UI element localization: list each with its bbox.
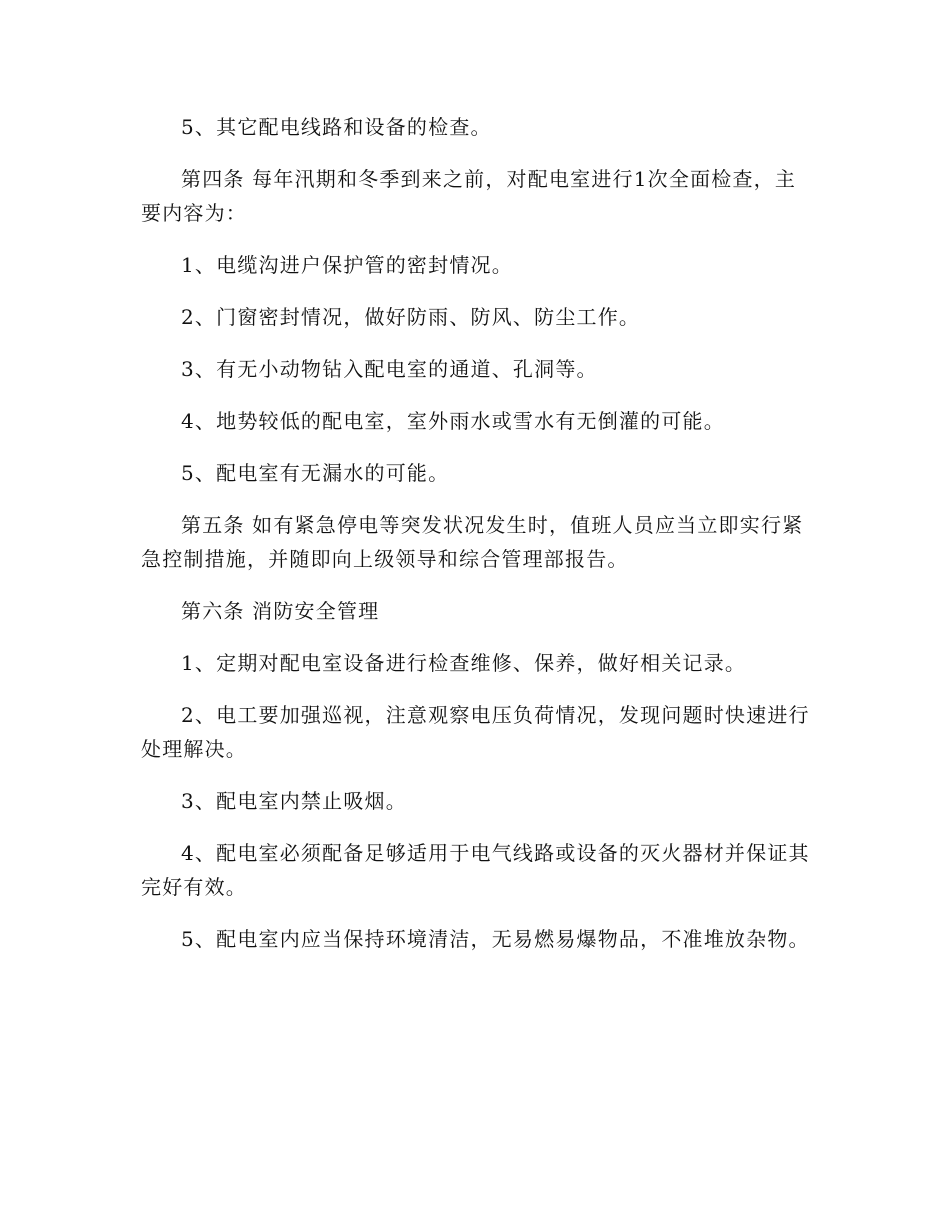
paragraph-item: 2、门窗密封情况，做好防雨、防风、防尘工作。: [181, 305, 641, 329]
document-body: [141, 110, 811, 974]
paragraph-item: 1、定期对配电室设备进行检查维修、保养，做好相关记录。: [181, 651, 747, 675]
paragraph-item: 1、电缆沟进户保护管的密封情况。: [181, 253, 513, 277]
paragraph-item: 5、配电室内应当保持环境清洁，无易燃易爆物品，不准堆放杂物。: [181, 927, 810, 951]
paragraph-article-6: 第六条 消防安全管理: [181, 599, 380, 623]
paragraph-item: 5、其它配电线路和设备的检查。: [181, 115, 492, 139]
paragraph-item: 3、有无小动物钻入配电室的通道、孔洞等。: [181, 357, 598, 381]
paragraph-item: 5、配电室有无漏水的可能。: [181, 461, 450, 485]
paragraph-item: 4、配电室必须配备足够适用于电气线路或设备的灭火器材并保证其完好有效。: [141, 841, 810, 899]
paragraph-article-4: 第四条 每年汛期和冬季到来之前，对配电室进行1次全面检查，主要内容为：: [141, 167, 797, 225]
paragraph-item: 3、配电室内禁止吸烟。: [181, 789, 407, 813]
paragraph-item: 2、电工要加强巡视，注意观察电压负荷情况，发现问题时快速进行处理解决。: [141, 703, 810, 761]
paragraph-article-5: 第五条 如有紧急停电等突发状况发生时，值班人员应当立即实行紧急控制措施，并随即向上级领导和综合管理部报告。: [141, 513, 804, 571]
paragraph-item: 4、地势较低的配电室，室外雨水或雪水有无倒灌的可能。: [181, 409, 725, 433]
